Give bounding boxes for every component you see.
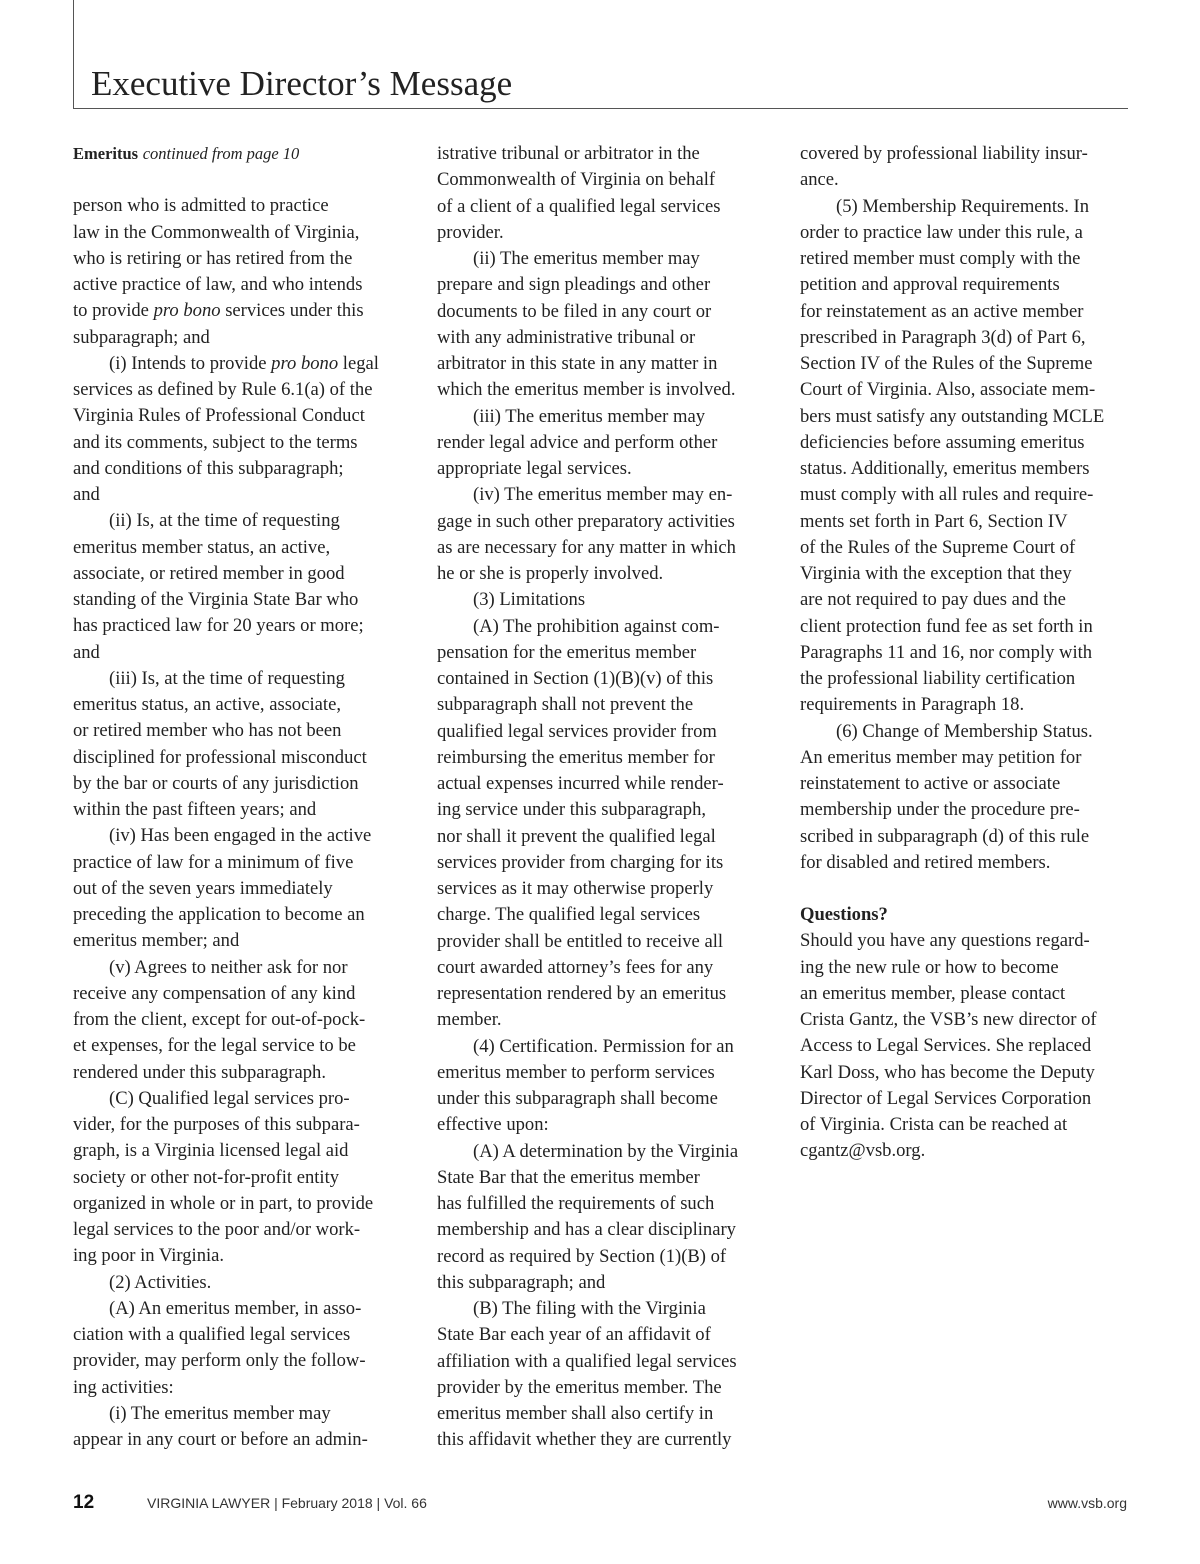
text-line: has practiced law for 20 years or more; bbox=[73, 615, 364, 637]
text-line: Crista Gantz, the VSB’s new director of bbox=[800, 1009, 1097, 1030]
text-line: services as it may otherwise properly bbox=[437, 878, 714, 899]
text-line: emeritus status, an active, associate, bbox=[73, 694, 341, 715]
text-line: under this subparagraph shall become bbox=[437, 1088, 718, 1109]
text-line: within the past fifteen years; and bbox=[73, 799, 317, 820]
text-line: society or other not-for-profit entity bbox=[73, 1166, 340, 1188]
text-line: subparagraph; and bbox=[73, 326, 210, 348]
text-line: affiliation with a qualified legal services bbox=[437, 1350, 737, 1372]
text-line: reimbursing the emeritus member for bbox=[437, 746, 715, 768]
text-line: (iii) Is, at the time of requesting bbox=[109, 667, 345, 689]
text-line: vider, for the purposes of this subpara- bbox=[73, 1114, 360, 1135]
text-line: ance. bbox=[800, 169, 839, 191]
publication-info: VIRGINIA LAWYER | February 2018 | Vol. 66 bbox=[147, 1495, 427, 1511]
text-line: prescribed in Paragraph 3(d) of Part 6, bbox=[800, 326, 1086, 348]
text-line: petition and approval requirements bbox=[800, 274, 1060, 296]
text-line: of the Rules of the Supreme Court of bbox=[800, 536, 1076, 558]
text-line: active practice of law, and who intends bbox=[73, 274, 363, 295]
text-line: (A) A determination by the Virginia bbox=[473, 1140, 739, 1162]
text-line: prepare and sign pleadings and other bbox=[437, 274, 711, 296]
text-line: membership under the procedure pre- bbox=[800, 799, 1080, 821]
text-line: (ii) Is, at the time of requesting bbox=[109, 510, 340, 532]
text-line: from the client, except for out-of-pock- bbox=[73, 1009, 366, 1030]
text-line: covered by professional liability insur- bbox=[800, 143, 1088, 164]
page-title: Executive Director’s Message bbox=[91, 64, 513, 103]
text-line: bers must satisfy any outstanding MCLE bbox=[800, 405, 1105, 427]
text-line: member. bbox=[437, 1009, 502, 1031]
text-line: Should you have any questions regard- bbox=[800, 930, 1090, 952]
text-line: (B) The filing with the Virginia bbox=[473, 1298, 706, 1319]
text-line: nor shall it prevent the qualified legal bbox=[437, 825, 716, 847]
text-line: deficiencies before assuming emeritus bbox=[800, 431, 1085, 453]
continuation-label: Emeritus bbox=[73, 144, 139, 163]
column-1-lines bbox=[73, 193, 413, 1453]
text-line: Paragraphs 11 and 16, nor comply with bbox=[800, 641, 1093, 663]
text-line: charge. The qualified legal services bbox=[437, 904, 701, 926]
text-line: (i) The emeritus member may bbox=[109, 1402, 331, 1424]
text-line: (6) Change of Membership Status. bbox=[836, 720, 1093, 742]
text-line: provider shall be entitled to receive all bbox=[437, 930, 724, 952]
text-column-3 bbox=[800, 141, 1135, 1165]
text-line: provider, may perform only the follow- bbox=[73, 1350, 366, 1372]
column-3-lines bbox=[800, 141, 1135, 876]
text-line: documents to be filed in any court or bbox=[437, 300, 712, 322]
spacer bbox=[73, 167, 413, 193]
text-line: (A) An emeritus member, in asso- bbox=[109, 1297, 362, 1319]
text-line: legal services to the poor and/or work- bbox=[73, 1219, 361, 1240]
text-line: cgantz@vsb.org. bbox=[800, 1140, 926, 1162]
text-line: State Bar each year of an affidavit of bbox=[437, 1324, 711, 1346]
text-line: qualified legal services provider from bbox=[437, 720, 717, 742]
text-line: ciation with a qualified legal services bbox=[73, 1324, 351, 1345]
header-vertical-rule bbox=[73, 0, 74, 109]
text-line: arbitrator in this state in any matter in bbox=[437, 353, 718, 374]
page-number: 12 bbox=[73, 1492, 95, 1513]
text-line: receive any compensation of any kind bbox=[73, 982, 356, 1004]
text-line: has fulfilled the requirements of such bbox=[437, 1193, 715, 1214]
text-line: emeritus member; and bbox=[73, 930, 240, 952]
text-line: (ii) The emeritus member may bbox=[473, 248, 700, 269]
text-line: by the bar or courts of any jurisdiction bbox=[73, 772, 359, 794]
text-line: and bbox=[73, 484, 100, 505]
text-line: render legal advice and perform other bbox=[437, 431, 718, 453]
text-line: status. Additionally, emeritus members bbox=[800, 458, 1090, 479]
text-line: (v) Agrees to neither ask for nor bbox=[109, 956, 348, 978]
text-line: ing the new rule or how to become bbox=[800, 956, 1059, 978]
text-line: appropriate legal services. bbox=[437, 458, 632, 479]
text-line: actual expenses incurred while render- bbox=[437, 773, 724, 794]
text-line: this subparagraph; and bbox=[437, 1271, 606, 1293]
text-line: this affidavit whether they are currently bbox=[437, 1429, 732, 1451]
text-line: order to practice law under this rule, a bbox=[800, 221, 1083, 243]
text-line: Access to Legal Services. She replaced bbox=[800, 1035, 1092, 1057]
text-line: representation rendered by an emeritus bbox=[437, 983, 727, 1004]
text-line: person who is admitted to practice bbox=[73, 195, 329, 217]
text-line: practice of law for a minimum of five bbox=[73, 851, 354, 873]
text-line: provider. bbox=[437, 221, 504, 243]
text-line: organized in whole or in part, to provide bbox=[73, 1192, 374, 1214]
text-line: must comply with all rules and require- bbox=[800, 484, 1094, 506]
text-line: emeritus member to perform services bbox=[437, 1061, 715, 1083]
text-line: court awarded attorney’s fees for any bbox=[437, 956, 714, 978]
text-line: Karl Doss, who has become the Deputy bbox=[800, 1061, 1095, 1083]
text-line: graph, is a Virginia licensed legal aid bbox=[73, 1140, 349, 1162]
text-line: for reinstatement as an active member bbox=[800, 300, 1084, 322]
text-line: with any administrative tribunal or bbox=[437, 326, 696, 348]
text-line: State Bar that the emeritus member bbox=[437, 1166, 700, 1188]
text-line: of a client of a qualified legal services bbox=[437, 195, 721, 217]
text-line: disciplined for professional misconduct bbox=[73, 746, 367, 768]
text-line: preceding the application to become an bbox=[73, 904, 365, 925]
text-line: standing of the Virginia State Bar who bbox=[73, 589, 359, 610]
text-line: (A) The prohibition against com- bbox=[473, 615, 720, 637]
text-line: emeritus member shall also certify in bbox=[437, 1403, 714, 1424]
text-line: for disabled and retired members. bbox=[800, 851, 1051, 873]
text-line: retired member must comply with the bbox=[800, 248, 1081, 269]
text-line: gage in such other preparatory activities bbox=[437, 510, 735, 532]
text-line: An emeritus member may petition for bbox=[800, 746, 1082, 768]
text-line: (i) Intends to provide pro bono legal bbox=[109, 352, 379, 374]
text-line: as are necessary for any matter in which bbox=[437, 536, 736, 558]
text-line: Virginia Rules of Professional Conduct bbox=[73, 405, 365, 427]
continuation-note bbox=[73, 141, 413, 167]
text-line: requirements in Paragraph 18. bbox=[800, 694, 1025, 716]
text-line: and bbox=[73, 641, 100, 663]
text-line: and its comments, subject to the terms bbox=[73, 431, 358, 453]
text-line: Director of Legal Services Corporation bbox=[800, 1087, 1092, 1109]
text-line: pensation for the emeritus member bbox=[437, 641, 697, 663]
text-line: Virginia with the exception that they bbox=[800, 563, 1072, 584]
text-line: istrative tribunal or arbitrator in the bbox=[437, 143, 700, 164]
text-column-1 bbox=[73, 141, 413, 1453]
text-line: effective upon: bbox=[437, 1114, 549, 1136]
text-line: scribed in subparagraph (d) of this rule bbox=[800, 825, 1090, 847]
text-line: services provider from charging for its bbox=[437, 851, 724, 873]
questions-body bbox=[800, 928, 1135, 1164]
text-line: law in the Commonwealth of Virginia, bbox=[73, 221, 360, 243]
text-line: client protection fund fee as set forth in bbox=[800, 615, 1093, 637]
text-line: the professional liability certification bbox=[800, 668, 1076, 689]
spacer bbox=[800, 876, 1135, 902]
text-line: (4) Certification. Permission for an bbox=[473, 1035, 734, 1057]
text-line: (iv) Has been engaged in the active bbox=[109, 825, 372, 847]
text-line: membership and has a clear disciplinary bbox=[437, 1219, 736, 1241]
questions-heading: Questions? bbox=[800, 904, 888, 925]
text-line: out of the seven years immediately bbox=[73, 877, 333, 899]
text-line: subparagraph shall not prevent the bbox=[437, 694, 694, 716]
text-line: who is retiring or has retired from the bbox=[73, 247, 353, 269]
text-line: ing service under this subparagraph, bbox=[437, 799, 707, 821]
text-line: to provide pro bono services under this bbox=[73, 300, 364, 322]
website-url: www.vsb.org bbox=[1047, 1495, 1127, 1511]
text-line: ing activities: bbox=[73, 1376, 174, 1398]
text-line: contained in Section (1)(B)(v) of this bbox=[437, 668, 714, 689]
continuation-text: continued from page 10 bbox=[142, 144, 300, 163]
header-horizontal-rule bbox=[73, 108, 1128, 109]
text-line: which the emeritus member is involved. bbox=[437, 379, 736, 401]
text-line: or retired member who has not been bbox=[73, 720, 342, 742]
text-line: (5) Membership Requirements. In bbox=[836, 195, 1090, 217]
text-line: record as required by Section (1)(B) of bbox=[437, 1245, 727, 1267]
text-line: (iii) The emeritus member may bbox=[473, 405, 706, 427]
text-line: (2) Activities. bbox=[109, 1271, 212, 1293]
text-line: appear in any court or before an admin- bbox=[73, 1429, 368, 1450]
text-line: ing poor in Virginia. bbox=[73, 1245, 225, 1267]
column-2-lines bbox=[437, 141, 782, 1454]
text-line: Commonwealth of Virginia on behalf bbox=[437, 169, 716, 191]
text-line: Section IV of the Rules of the Supreme bbox=[800, 353, 1093, 374]
text-column-2 bbox=[437, 141, 782, 1454]
text-line: ments set forth in Part 6, Section IV bbox=[800, 510, 1068, 532]
text-line: and conditions of this subparagraph; bbox=[73, 457, 344, 479]
text-line: he or she is properly involved. bbox=[437, 563, 664, 584]
text-line: reinstatement to active or associate bbox=[800, 773, 1061, 794]
text-line: associate, or retired member in good bbox=[73, 562, 345, 584]
text-line: (C) Qualified legal services pro- bbox=[109, 1087, 350, 1109]
text-line: services as defined by Rule 6.1(a) of the bbox=[73, 379, 373, 400]
text-line: et expenses, for the legal service to be bbox=[73, 1035, 356, 1057]
text-line: (iv) The emeritus member may en- bbox=[473, 484, 733, 506]
text-line: an emeritus member, please contact bbox=[800, 982, 1066, 1004]
text-line: (3) Limitations bbox=[473, 589, 586, 611]
text-line: are not required to pay dues and the bbox=[800, 589, 1066, 611]
text-line: rendered under this subparagraph. bbox=[73, 1061, 326, 1083]
text-line: provider by the emeritus member. The bbox=[437, 1376, 722, 1398]
text-line: Court of Virginia. Also, associate mem- bbox=[800, 379, 1096, 401]
text-line: of Virginia. Crista can be reached at bbox=[800, 1114, 1068, 1135]
text-line: emeritus member status, an active, bbox=[73, 536, 331, 558]
